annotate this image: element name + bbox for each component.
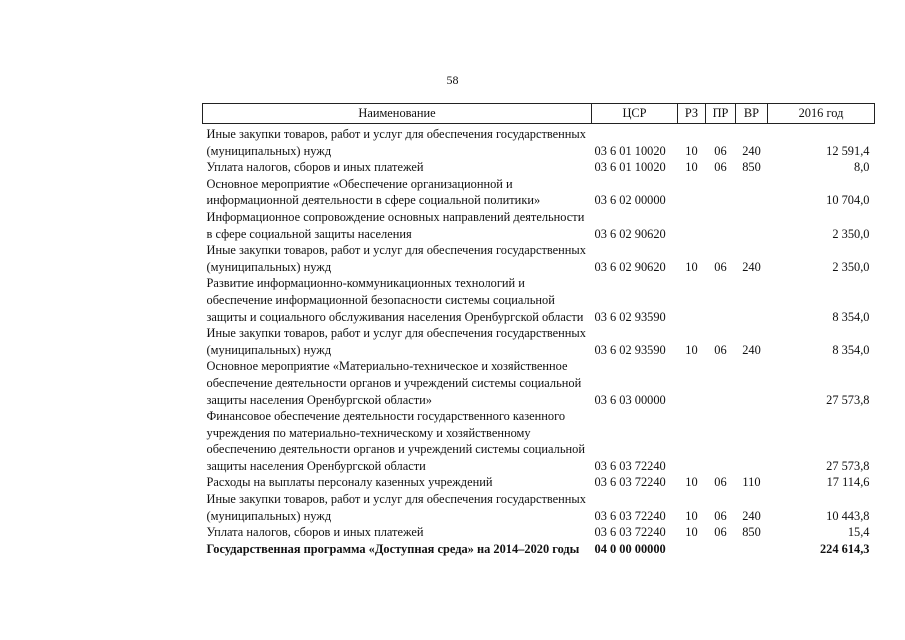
- table-header: [203, 104, 875, 124]
- cell-name: Развитие информационно-коммуникационных технологий и обеспечение информационной безопасности системы социальной защиты и социального обслуживания населения Оренбургской области: [206, 276, 584, 324]
- table-row: [203, 325, 875, 358]
- cell-rz: [678, 358, 706, 408]
- cell-pr: 06: [714, 342, 727, 357]
- cell-amount: 8,0: [854, 160, 870, 175]
- cell-amount: 10 443,8: [826, 508, 870, 523]
- cell-vr: 110: [742, 475, 761, 490]
- table-row: [203, 242, 875, 275]
- cell-vr: [736, 541, 768, 558]
- cell-amount: 224 614,3: [819, 541, 870, 556]
- cell-rz: [678, 209, 706, 242]
- cell-name: Иные закупки товаров, работ и услуг для обеспечения государственных (муниципальных) нужд: [206, 127, 586, 158]
- cell-rz: 10: [685, 259, 698, 274]
- table-body: [203, 124, 875, 558]
- cell-name: Основное мероприятие «Материально-техническое и хозяйственное обеспечение деятельности органов и учреждений системы социальной защиты населения Оренбургской области»: [206, 359, 582, 407]
- cell-vr: 240: [742, 342, 761, 357]
- cell-csr: 03 6 03 72240: [594, 475, 666, 490]
- cell-pr: [706, 209, 736, 242]
- cell-pr: 06: [714, 475, 727, 490]
- cell-amount: 27 573,8: [826, 458, 870, 473]
- cell-amount: 17 114,6: [826, 475, 870, 490]
- cell-amount: 8 354,0: [832, 342, 870, 357]
- cell-name: Иные закупки товаров, работ и услуг для обеспечения государственных (муниципальных) нужд: [206, 243, 586, 274]
- cell-vr: 240: [742, 259, 761, 274]
- cell-csr: 03 6 02 90620: [594, 226, 666, 241]
- cell-csr: 04 0 00 00000: [594, 541, 666, 556]
- cell-rz: 10: [685, 342, 698, 357]
- cell-vr: 240: [742, 508, 761, 523]
- header-pr: ПР: [706, 104, 736, 124]
- cell-name: Государственная программа «Доступная среда» на 2014–2020 годы: [206, 541, 580, 556]
- cell-rz: [678, 176, 706, 209]
- cell-amount: 2 350,0: [832, 226, 870, 241]
- budget-table: [202, 103, 875, 557]
- cell-rz: [678, 541, 706, 558]
- table-row: [203, 491, 875, 524]
- cell-name: Уплата налогов, сборов и иных платежей: [206, 525, 424, 540]
- cell-amount: 15,4: [847, 525, 870, 540]
- cell-csr: 03 6 03 72240: [594, 458, 666, 473]
- cell-pr: [706, 358, 736, 408]
- cell-csr: 03 6 01 10020: [594, 160, 666, 175]
- cell-vr: [736, 275, 768, 325]
- cell-rz: 10: [685, 525, 698, 540]
- cell-name: Уплата налогов, сборов и иных платежей: [206, 160, 424, 175]
- cell-name: Иные закупки товаров, работ и услуг для обеспечения государственных (муниципальных) нужд: [206, 326, 586, 357]
- cell-csr: 03 6 02 00000: [594, 193, 666, 208]
- table-row: [203, 176, 875, 209]
- cell-pr: 06: [714, 143, 727, 158]
- cell-csr: 03 6 02 93590: [594, 342, 666, 357]
- cell-name: Иные закупки товаров, работ и услуг для обеспечения государственных (муниципальных) нужд: [206, 492, 586, 523]
- cell-name: Расходы на выплаты персоналу казенных учреждений: [206, 475, 493, 490]
- cell-name: Основное мероприятие «Обеспечение организационной и информационной деятельности в сфере социальной политики»: [206, 176, 541, 208]
- cell-csr: 03 6 02 93590: [594, 309, 666, 324]
- table-row: [203, 124, 875, 160]
- header-vr: ВР: [736, 104, 768, 124]
- cell-amount: 2 350,0: [832, 259, 870, 274]
- cell-rz: 10: [685, 143, 698, 158]
- cell-rz: 10: [685, 508, 698, 523]
- cell-vr: 240: [742, 143, 761, 158]
- header-rz: РЗ: [678, 104, 706, 124]
- page-number: 58: [446, 73, 459, 87]
- cell-csr: 03 6 03 72240: [594, 525, 666, 540]
- cell-pr: 06: [714, 259, 727, 274]
- cell-amount: 12 591,4: [826, 143, 870, 158]
- header-name: Наименование: [203, 104, 592, 124]
- cell-pr: [706, 176, 736, 209]
- cell-vr: [736, 358, 768, 408]
- table-row: [203, 541, 875, 558]
- table-row: [203, 159, 875, 176]
- header-year: 2016 год: [768, 104, 875, 124]
- cell-rz: [678, 275, 706, 325]
- cell-pr: 06: [714, 160, 727, 175]
- cell-amount: 27 573,8: [826, 392, 870, 407]
- cell-pr: [706, 408, 736, 474]
- cell-rz: 10: [685, 160, 698, 175]
- cell-vr: [736, 176, 768, 209]
- cell-rz: 10: [685, 475, 698, 490]
- cell-vr: [736, 209, 768, 242]
- header-row: [203, 104, 875, 124]
- cell-pr: 06: [714, 508, 727, 523]
- table-row: [203, 358, 875, 408]
- cell-name: Финансовое обеспечение деятельности государственного казенного учреждения по материально-техническому и хозяйственному обеспечению деятельности органов и учреждений системы социальной защиты населения Оренбургской области: [206, 409, 585, 473]
- cell-vr: 850: [742, 160, 761, 175]
- table-row: [203, 408, 875, 474]
- cell-amount: 8 354,0: [832, 309, 870, 324]
- cell-name: Информационное сопровождение основных направлений деятельности в сфере социальной защиты населения: [206, 209, 585, 241]
- table-row: [203, 474, 875, 491]
- cell-vr: [736, 408, 768, 474]
- cell-csr: 03 6 03 00000: [594, 392, 666, 407]
- cell-amount: 10 704,0: [826, 193, 870, 208]
- cell-csr: 03 6 01 10020: [594, 143, 666, 158]
- cell-vr: 850: [742, 525, 761, 540]
- cell-pr: [706, 275, 736, 325]
- cell-csr: 03 6 02 90620: [594, 259, 666, 274]
- cell-csr: 03 6 03 72240: [594, 508, 666, 523]
- table-row: [203, 524, 875, 541]
- cell-rz: [678, 408, 706, 474]
- cell-pr: 06: [714, 525, 727, 540]
- table-row: [203, 275, 875, 325]
- table-row: [203, 209, 875, 242]
- header-csr: ЦСР: [592, 104, 678, 124]
- cell-pr: [706, 541, 736, 558]
